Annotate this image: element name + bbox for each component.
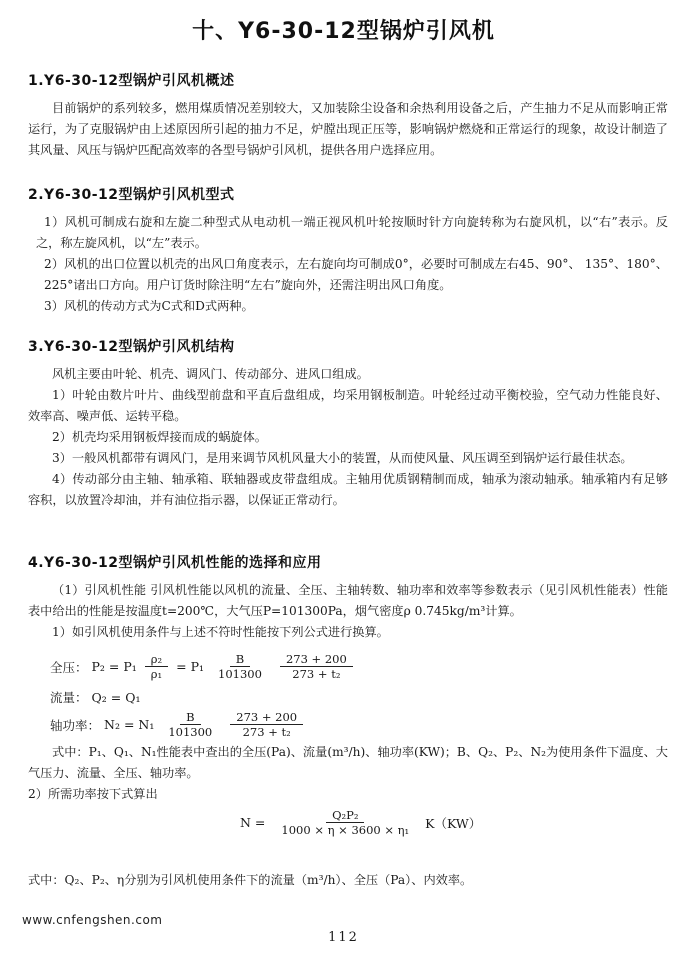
fraction-denominator: 273 + t₂ <box>292 667 341 681</box>
formula-explanation <box>28 742 668 805</box>
fraction-denominator: 101300 <box>168 725 213 739</box>
paragraph: 3）风机的传动方式为C式和D式两种。 <box>44 299 254 313</box>
formula-text: N = <box>240 815 266 830</box>
formula-text: Q₂ = Q₁ <box>91 689 141 705</box>
paragraph: 式中：P₁、Q₁、N₁性能表中查出的全压(Pa)、流量(m³/h)、轴功率(KW)；B、Q₂、P₂、N₂为使用条件下温度、大气压力、流量、全压、轴功率。 <box>28 745 668 780</box>
section-types <box>28 184 668 317</box>
paragraph: 2）机壳均采用钢板焊接而成的蜗旋体。 <box>52 430 267 444</box>
fraction-numerator: Q₂P₂ <box>326 808 364 823</box>
section-overview <box>28 70 668 161</box>
fraction <box>230 710 303 739</box>
formula-text: P₂ = P₁ <box>91 659 137 674</box>
paragraph: 式中：Q₂、P₂、η分别为引风机使用条件下的流量（m³/h）、全压（Pa）、内效率。 <box>28 873 473 887</box>
fraction-numerator: ρ₂ <box>145 652 168 667</box>
fraction-denominator: ρ₁ <box>150 667 163 681</box>
fraction-numerator: 273 + 200 <box>280 652 353 667</box>
fraction-numerator: B <box>230 652 250 667</box>
formula-label: 流量： <box>50 690 88 705</box>
formula-full-pressure <box>50 652 357 681</box>
section-structure <box>28 336 668 511</box>
paragraph: 目前锅炉的系列较多，燃用煤质情况差别较大，又加装除尘设备和余热利用设备之后，产生抽力不足从而影响正常运行，为了克服锅炉由上述原因所引起的抽力不足，炉膛出现正压等，影响锅炉燃烧和正常运行的现象，故设计制造了其风量、风压与锅炉匹配高效率的各型号锅炉引风机，提供各用户选择应用。 <box>28 101 668 157</box>
formula-text: N₂ = N₁ <box>104 717 155 732</box>
fraction-numerator: B <box>180 710 200 725</box>
paragraph: （1）引风机性能 引风机性能以风机的流量、全压、主轴转数、轴功率和效率等参数表示（见引风机性能表）性能表中给出的性能是按温度t=200℃，大气压P=101300Pa，烟气密度ρ 0.745kg/m³计算。 <box>28 583 668 618</box>
fraction <box>145 652 168 681</box>
fraction <box>162 710 218 739</box>
fraction-denominator: 101300 <box>218 667 262 681</box>
fraction <box>212 652 268 681</box>
paragraph: 1）叶轮由数片叶片、曲线型前盘和平直后盘组成，均采用钢板制造。叶轮经过动平衡校验，空气动力性能良好、效率高、噪声低、运转平稳。 <box>28 388 668 423</box>
fraction-numerator: 273 + 200 <box>230 710 303 725</box>
formula-label: 全压： <box>50 659 88 675</box>
footer-url: www.cnfengshen.com <box>22 913 163 927</box>
fraction-denominator: 1000 × η × 3600 × η₁ <box>281 823 410 837</box>
fraction <box>275 808 415 837</box>
page-number: 112 <box>328 930 359 945</box>
section-heading: 2.Y6-30-12型锅炉引风机型式 <box>28 187 235 203</box>
formula-text: = P₁ <box>176 659 205 674</box>
section-heading: 3.Y6-30-12型锅炉引风机结构 <box>28 339 235 355</box>
formula-flow <box>50 688 140 706</box>
paragraph: 2）风机的出口位置以机壳的出风口角度表示，左右旋向均可制成0°，必要时可制成左右45、90°、 135°、180°、225°诸出口方向。用户订货时除注明“左右”旋向外，还需注明出风口角度。 <box>44 257 668 292</box>
formula-label: 轴功率： <box>50 717 101 733</box>
final-explanation <box>28 870 668 891</box>
paragraph: 1）风机可制成右旋和左旋二种型式从电动机一端正视风机叶轮按顺时针方向旋转称为右旋风机，以“右”表示。反之，称左旋风机，以“左”表示。 <box>36 215 668 250</box>
paragraph: 风机主要由叶轮、机壳、调风门、传动部分、进风口组成。 <box>52 367 369 381</box>
section-heading: 4.Y6-30-12型锅炉引风机性能的选择和应用 <box>28 555 322 571</box>
formula-text: K（KW） <box>425 815 482 831</box>
paragraph: 4）传动部分由主轴、轴承箱、联轴器或皮带盘组成。主轴用优质钢精制而成，轴承为滚动轴承。轴承箱内有足够容积，以放置冷却油，并有油位指示器，以保证正常动行。 <box>28 472 668 507</box>
fraction <box>280 652 353 681</box>
page-title: 十、Y6-30-12型锅炉引风机 <box>192 19 495 44</box>
formula-shaft-power <box>50 710 307 739</box>
section-performance <box>28 552 668 643</box>
fraction-denominator: 273 + t₂ <box>242 725 291 739</box>
section-heading: 1.Y6-30-12型锅炉引风机概述 <box>28 73 235 89</box>
paragraph: 1）如引风机使用条件与上述不符时性能按下列公式进行换算。 <box>52 625 389 639</box>
formula-required-power <box>240 808 481 837</box>
paragraph: 2）所需功率按下式算出 <box>28 787 158 801</box>
paragraph: 3）一般风机都带有调风门，是用来调节风机风量大小的装置，从而使风量、风压调至到锅炉运行最佳状态。 <box>52 451 633 465</box>
